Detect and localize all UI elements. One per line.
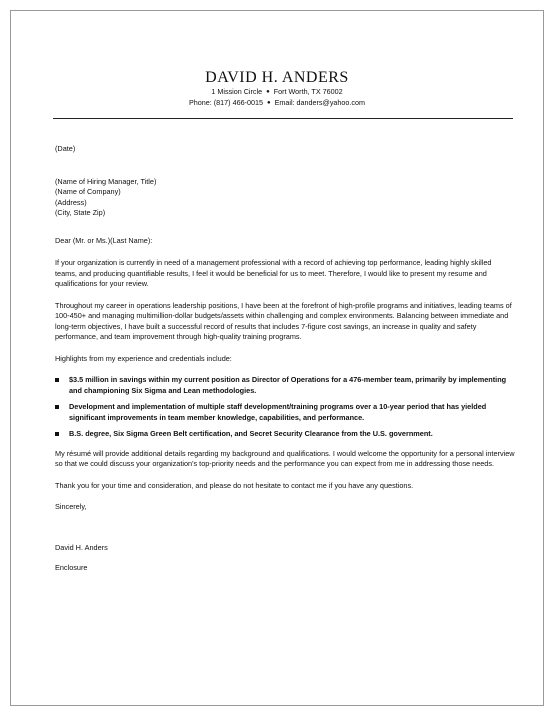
street-address: 1 Mission Circle (211, 87, 263, 97)
letterhead (11, 69, 543, 108)
date: (Date) (55, 144, 76, 153)
enclosure: Enclosure (55, 563, 88, 572)
highlights-list (55, 375, 515, 440)
header-divider (53, 118, 513, 119)
recipient-line: (City, State Zip) (55, 208, 106, 217)
salutation: Dear (Mr. or Ms.)(Last Name): (55, 235, 153, 245)
bullet-separator-icon: ● (266, 99, 271, 106)
square-bullet-icon (55, 432, 59, 436)
paragraph: My résumé will provide additional details regarding my background and qualifications. I would welcome the opportunity for a personal interview so that we could discuss your organization's top-priority needs and the performance you can expect from me in addressing those needs. (55, 448, 515, 468)
email: Email: danders@yahoo.com (274, 97, 365, 107)
city-state-zip: Fort Worth, TX 76002 (273, 87, 343, 97)
recipient-line: (Name of Hiring Manager, Title) (55, 176, 157, 186)
square-bullet-icon (55, 378, 59, 382)
paragraph: Throughout my career in operations leadership positions, I have been at the forefront of high-profile programs and initiatives, leading teams of 100-450+ and managing multimillion-dollar budgets/assets within challenging and complex environments. Balancing between immediate and long-term objectives, I have built a successful record of results that includes 7-figure cost savings, an increase in quality and safety performance, and team improvement through high-quality training programs. (55, 300, 512, 341)
signature-name: David H. Anders (55, 542, 108, 552)
square-bullet-icon (55, 405, 59, 409)
address-line (11, 87, 543, 98)
list-item: Development and implementation of multiple staff development/training programs over a 10-year period that has yielded significant improvements in team member knowledge, capabilities, and performance. (55, 402, 515, 423)
phone-email-line (11, 98, 543, 109)
recipient-line: (Address) (55, 197, 87, 207)
document-page (10, 10, 544, 706)
paragraph: Highlights from my experience and credentials include: (55, 353, 232, 363)
letter-body (55, 144, 515, 574)
paragraph: If your organization is currently in need of a management professional with a record of achieving top performance, leading highly skilled teams, and producing quantifiable results, I feel it would be beneficial for us to meet. Therefore, I would like to present my resume and qualifications for your review. (55, 258, 492, 288)
list-item: $3.5 million in savings within my current position as Director of Operations for a 476-member team, primarily by implementing and championing Six Sigma and Lean methodologies. (55, 375, 515, 396)
signoff: Sincerely, (55, 502, 87, 511)
list-item: B.S. degree, Six Sigma Green Belt certification, and Secret Security Clearance from the U.S. government. (55, 429, 515, 440)
paragraph: Thank you for your time and consideration, and please do not hesitate to contact me if you have any questions. (55, 480, 414, 490)
recipient-line: (Name of Company) (55, 187, 121, 196)
sender-name: DAVID H. ANDERS (205, 69, 349, 86)
bullet-separator-icon: ● (266, 89, 270, 95)
phone: Phone: (817) 466-0015 (189, 97, 263, 107)
